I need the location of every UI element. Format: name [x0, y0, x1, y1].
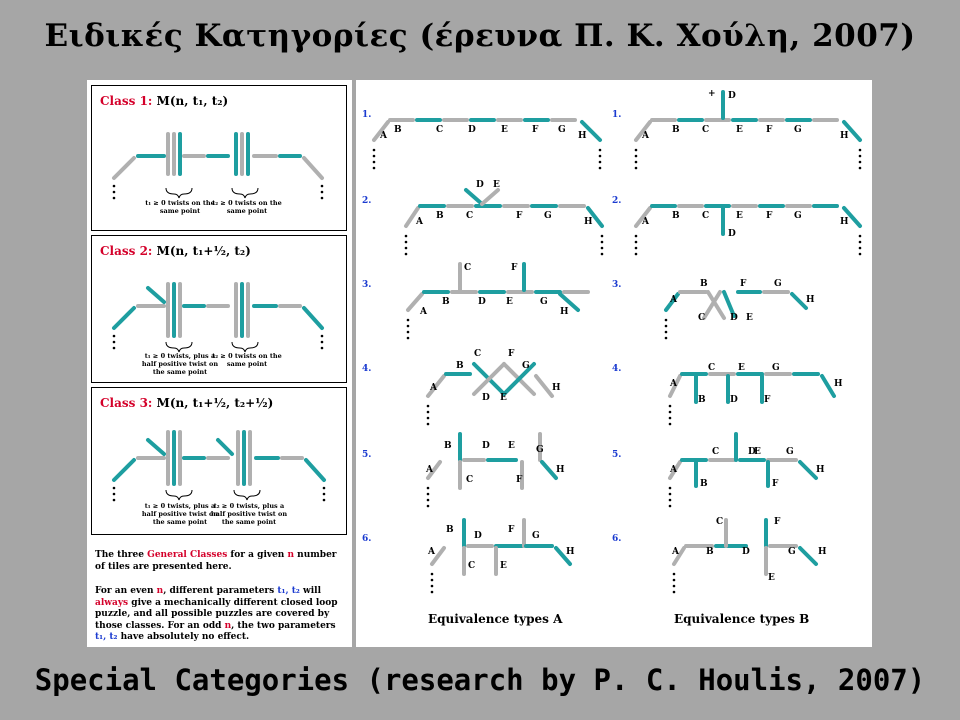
tile-label: E — [500, 561, 507, 571]
tile-label: F — [511, 263, 518, 273]
tile-label: A — [670, 295, 677, 305]
continuation-dot — [407, 319, 410, 322]
continuation-dot — [669, 499, 672, 502]
tile-label: D — [478, 297, 486, 307]
tile-label: B — [442, 297, 450, 307]
end-tile — [542, 462, 556, 478]
tile-label: A — [416, 217, 423, 227]
tile-label: H — [816, 465, 825, 475]
tile-label: B — [444, 441, 452, 451]
continuation-dot — [635, 167, 638, 170]
class-3-title: Class 3: M(n, t₁+½, t₂+½) — [100, 396, 274, 410]
continuation-dot — [673, 585, 676, 588]
tile-label: E — [500, 393, 507, 403]
continuation-dot — [601, 253, 604, 256]
tile-label: F — [766, 125, 773, 135]
continuation-dot — [427, 493, 430, 496]
continuation-dot — [601, 241, 604, 244]
class-1-note-2: t₂ ≥ 0 twists on the same point — [212, 199, 282, 215]
continuation-dot — [373, 161, 376, 164]
continuation-dot — [859, 241, 862, 244]
tile-label: F — [772, 479, 779, 489]
continuation-dot — [601, 247, 604, 250]
equivalence-label-b: Equivalence types B — [674, 612, 810, 626]
class-2-note-1: t₁ ≥ 0 twists, plus a half positive twist on the same point — [141, 352, 219, 376]
continuation-dot — [669, 505, 672, 508]
tile-label: E — [736, 125, 743, 135]
tile-label: D — [730, 313, 738, 323]
tile-label: G — [788, 547, 796, 557]
tile-label: D — [482, 393, 490, 403]
row-number-a-2: 2. — [362, 196, 372, 206]
end-tile — [800, 548, 816, 564]
tile-label: A — [642, 131, 649, 141]
end-tile — [800, 462, 816, 478]
continuation-dot — [407, 337, 410, 340]
class-1-note-1: t₁ ≥ 0 twists on the same point — [145, 199, 215, 215]
tile-label: H — [840, 131, 849, 141]
continuation-dot — [635, 253, 638, 256]
equivalence-label-a: Equivalence types A — [428, 612, 563, 626]
continuation-dot — [431, 579, 434, 582]
continuation-dot — [665, 337, 668, 340]
row-number-b-4: 4. — [612, 364, 622, 374]
equivalence-diagrams — [356, 80, 872, 620]
tile-label: A — [420, 307, 427, 317]
tile-label: H — [840, 217, 849, 227]
tile-label: A — [426, 465, 433, 475]
tile-label: F — [764, 395, 771, 405]
continuation-dot — [407, 325, 410, 328]
slide-title-english: Special Categories (research by P. C. Houlis, 2007) — [34, 663, 926, 697]
continuation-dot — [859, 155, 862, 158]
tile-label: G — [794, 211, 802, 221]
continuation-dot — [665, 331, 668, 334]
tile-label: F — [766, 211, 773, 221]
tile-label: A — [430, 383, 437, 393]
continuation-dot — [427, 487, 430, 490]
tile-label: D — [728, 91, 736, 101]
class-2-box — [91, 235, 347, 383]
continuation-dot — [635, 247, 638, 250]
continuation-dot — [635, 149, 638, 152]
tile-label: G — [774, 279, 782, 289]
tile-label: A — [428, 547, 435, 557]
continuation-dot — [635, 241, 638, 244]
continuation-dot — [669, 493, 672, 496]
tile-label: A — [642, 217, 649, 227]
class-1-title: Class 1: M(n, t₁, t₂) — [100, 94, 229, 108]
continuation-dot — [599, 161, 602, 164]
tile-label: C — [698, 313, 706, 323]
tile-label: B — [436, 211, 444, 221]
row-number-a-1: 1. — [362, 110, 372, 120]
continuation-dot — [859, 247, 862, 250]
tile-label: G — [544, 211, 552, 221]
label-a1-C: C — [436, 125, 444, 135]
continuation-dot — [673, 591, 676, 594]
row-number-a-3: 3. — [362, 280, 372, 290]
row-number-b-1: 1. — [612, 110, 622, 120]
continuation-dot — [427, 405, 430, 408]
tile-label: C — [464, 263, 472, 273]
tile-label: F — [740, 279, 747, 289]
tile-label: A — [670, 465, 677, 475]
equivalence-panel — [356, 80, 872, 647]
continuation-dot — [859, 253, 862, 256]
continuation-dot — [673, 573, 676, 576]
row-number-b-2: 2. — [612, 196, 622, 206]
tile-label: H — [834, 379, 843, 389]
row-number-a-4: 4. — [362, 364, 372, 374]
tile-label: B — [706, 547, 714, 557]
continuation-dot — [431, 585, 434, 588]
continuation-dot — [635, 155, 638, 158]
tile-label: H — [556, 465, 565, 475]
tile-label: E — [746, 313, 753, 323]
tile-label: F — [774, 517, 781, 527]
tile-label: B — [672, 125, 680, 135]
continuation-dot — [669, 405, 672, 408]
label-a1-B: B — [394, 125, 402, 135]
end-tile — [536, 376, 552, 396]
tile-label: D — [730, 395, 738, 405]
tile-label: B — [698, 395, 706, 405]
tile-label: F — [508, 349, 515, 359]
tile-label: H — [566, 547, 575, 557]
continuation-dot — [669, 417, 672, 420]
tile-label: H — [584, 217, 593, 227]
tile-label: B — [456, 361, 464, 371]
tile-label: C — [466, 475, 474, 485]
row-number-b-5: 5. — [612, 450, 622, 460]
tile-label: C — [708, 363, 716, 373]
tile-label: B — [700, 279, 708, 289]
tile-label: D — [728, 229, 736, 239]
continuation-dot — [427, 505, 430, 508]
continuation-dot — [665, 325, 668, 328]
continuation-dot — [427, 411, 430, 414]
continuation-dot — [405, 235, 408, 238]
continuation-dot — [665, 319, 668, 322]
class-3-note-2: t₂ ≥ 0 twists, plus a half positive twist on the same point — [210, 502, 288, 526]
continuation-dot — [427, 499, 430, 502]
label-a1-D: D — [468, 125, 476, 135]
tile-label: C — [712, 447, 720, 457]
tile-label: G — [786, 447, 794, 457]
tile-label: H — [552, 383, 561, 393]
tile-label: G — [772, 363, 780, 373]
continuation-dot — [431, 591, 434, 594]
tile-label: F — [516, 211, 523, 221]
slide-title-greek: Ειδικές Κατηγορίες (έρευνα Π. Κ. Χούλη, 2007) — [44, 18, 916, 54]
continuation-dot — [669, 423, 672, 426]
continuation-dot — [859, 161, 862, 164]
tile-label: H — [560, 307, 569, 317]
continuation-dot — [601, 235, 604, 238]
continuation-dot — [427, 417, 430, 420]
tile-label: E — [493, 180, 500, 190]
continuation-dot — [405, 247, 408, 250]
plus-sign: + — [708, 89, 716, 99]
tile-label: C — [702, 125, 710, 135]
tile-label: B — [700, 479, 708, 489]
row-number-b-3: 3. — [612, 280, 622, 290]
tile-label: C — [466, 211, 474, 221]
tile-label: C — [468, 561, 476, 571]
tile-label: E — [506, 297, 513, 307]
label-a1-H: H — [578, 131, 587, 141]
tile-label: E — [754, 447, 761, 457]
class-2-title: Class 2: M(n, t₁+½, t₂) — [100, 244, 251, 258]
tile-label: B — [672, 211, 680, 221]
tile-label: E — [508, 441, 515, 451]
label-a1-G: G — [558, 125, 566, 135]
tile-label: A — [672, 547, 679, 557]
label-a1-F: F — [532, 125, 539, 135]
cross-tile — [482, 190, 498, 204]
tile-label: D — [474, 531, 482, 541]
tile-label: H — [806, 295, 815, 305]
class-3-box — [91, 387, 347, 535]
continuation-dot — [431, 573, 434, 576]
classes-panel — [87, 80, 352, 647]
continuation-dot — [669, 487, 672, 490]
continuation-dot — [405, 241, 408, 244]
tile-label: A — [670, 379, 677, 389]
tile-label: E — [738, 363, 745, 373]
tile-label: G — [532, 531, 540, 541]
continuation-dot — [427, 423, 430, 426]
continuation-dot — [599, 155, 602, 158]
description-paragraph-2: For an even n, different parameters t₁, t₂ will always give a mechanically different closed loop puzzle, and all possible puzzles are covered by those classes. For an odd n, the two parameters t₁, t₂ have absolutely no effect. — [95, 586, 338, 642]
cross-tile — [466, 190, 482, 204]
continuation-dot — [669, 411, 672, 414]
continuation-dot — [599, 167, 602, 170]
description-paragraph-1: The three General Classes for a given n number of tiles are presented here. — [95, 550, 337, 572]
tile-label: E — [736, 211, 743, 221]
continuation-dot — [859, 149, 862, 152]
tile-label: F — [508, 525, 515, 535]
continuation-dot — [635, 161, 638, 164]
continuation-dot — [373, 149, 376, 152]
tile-label: D — [482, 441, 490, 451]
class-1-box — [91, 85, 347, 231]
tile-label: G — [540, 297, 548, 307]
class-3-note-1: t₁ ≥ 0 twists, plus a half positive twist on the same point — [141, 502, 219, 526]
tile-label: C — [474, 349, 482, 359]
tile-label: D — [742, 547, 750, 557]
continuation-dot — [673, 579, 676, 582]
continuation-dot — [373, 155, 376, 158]
tile-label: G — [794, 125, 802, 135]
tile-label: E — [768, 573, 775, 583]
continuation-dot — [859, 167, 862, 170]
row-number-a-6: 6. — [362, 534, 372, 544]
tile-label: D — [476, 180, 484, 190]
tile-label: C — [702, 211, 710, 221]
tile-label: H — [818, 547, 827, 557]
label-a1-E: E — [501, 125, 508, 135]
continuation-dot — [599, 149, 602, 152]
row-number-a-5: 5. — [362, 450, 372, 460]
label-a1-A: A — [380, 131, 387, 141]
tile-label: G — [522, 361, 530, 371]
continuation-dot — [407, 331, 410, 334]
tile-label: D — [748, 447, 756, 457]
end-tile — [792, 294, 806, 308]
tile-label: F — [516, 475, 523, 485]
continuation-dot — [373, 167, 376, 170]
tile-label: B — [446, 525, 454, 535]
continuation-dot — [635, 235, 638, 238]
end-tile — [822, 376, 834, 396]
row-number-b-6: 6. — [612, 534, 622, 544]
class-2-note-2: t₂ ≥ 0 twists on the same point — [212, 352, 282, 368]
continuation-dot — [405, 253, 408, 256]
tile-label: C — [716, 517, 724, 527]
tile-label: G — [536, 445, 544, 455]
continuation-dot — [859, 235, 862, 238]
